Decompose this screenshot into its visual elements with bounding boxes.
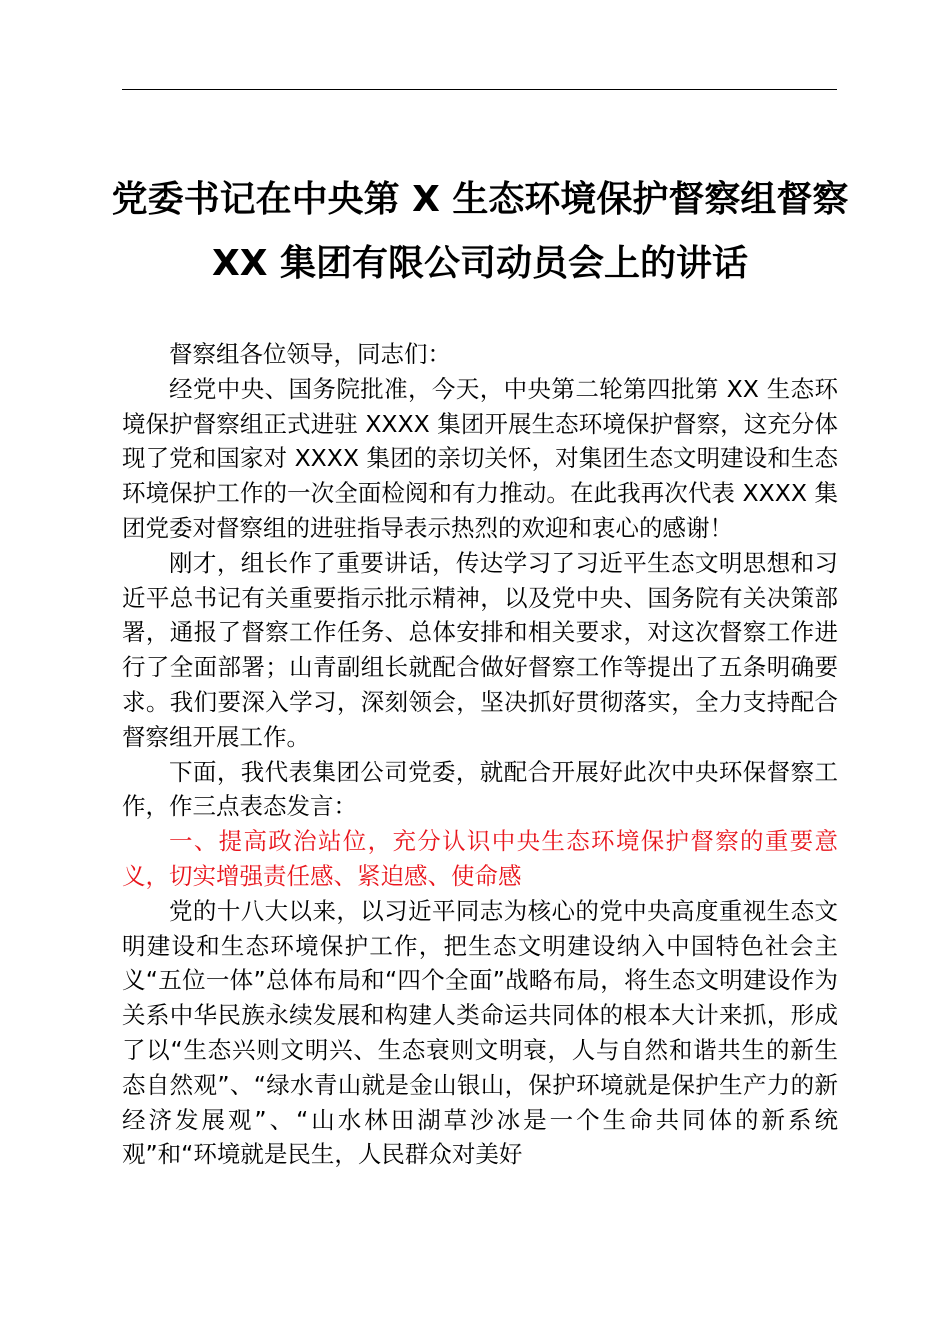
body-paragraph: 党的十八大以来，以习近平同志为核心的党中央高度重视生态文明建设和生态环境保护工作，把生态文明建设纳入中国特色社会主义“五位一体”总体布局和“四个全面”战略布局，将生态文明建设作为关系中华民族永续发展和构建人类命运共同体的根本大计来抓，形成了以“生态兴则文明兴、生态衰则文明衰，人与自然和谐共生的新生态自然观”、“绿水青山就是金山银山，保护环境就是保护生产力的新经济发展观”、“山水林田湖草沙冰是一个生命共同体的新系统观”和“环境就是民生，人民群众对美好 xyxy=(122,896,838,1169)
salutation-paragraph: 督察组各位领导，同志们： xyxy=(169,340,451,368)
document-body xyxy=(122,337,838,1172)
body-paragraph: 经党中央、国务院批准，今天，中央第二轮第四批第 XX 生态环境保护督察组正式进驻 XXXX 集团开展生态环境保护督察，这充分体现了党和国家对 XXXX 集团的亲切关怀，对集团生态文明建设和生态环境保护工作的一次全面检阅和有力推动。在此我再次代表 XXXX 集团党委对督察组的进驻指导表示热烈的欢迎和衷心的感谢！ xyxy=(122,374,838,542)
body-paragraph: 下面，我代表集团公司党委，就配合开展好此次中央环保督察工作，作三点表态发言： xyxy=(122,757,838,821)
document-title-line-2: XX 集团有限公司动员会上的讲话 xyxy=(211,243,749,284)
section-heading: 一、提高政治站位，充分认识中央生态环境保护督察的重要意义，切实增强责任感、紧迫感、使命感 xyxy=(122,827,838,890)
header-rule xyxy=(122,89,837,90)
document-title-line-1: 党委书记在中央第 X 生态环境保护督察组督察 xyxy=(111,179,849,220)
body-paragraph: 刚才，组长作了重要讲话，传达学习了习近平生态文明思想和习近平总书记有关重要指示批示精神，以及党中央、国务院有关决策部署，通报了督察工作任务、总体安排和相关要求，对这次督察工作进行了全面部署；山青副组长就配合做好督察工作等提出了五条明确要求。我们要深入学习，深刻领会，坚决抓好贯彻落实，全力支持配合督察组开展工作。 xyxy=(122,548,838,751)
